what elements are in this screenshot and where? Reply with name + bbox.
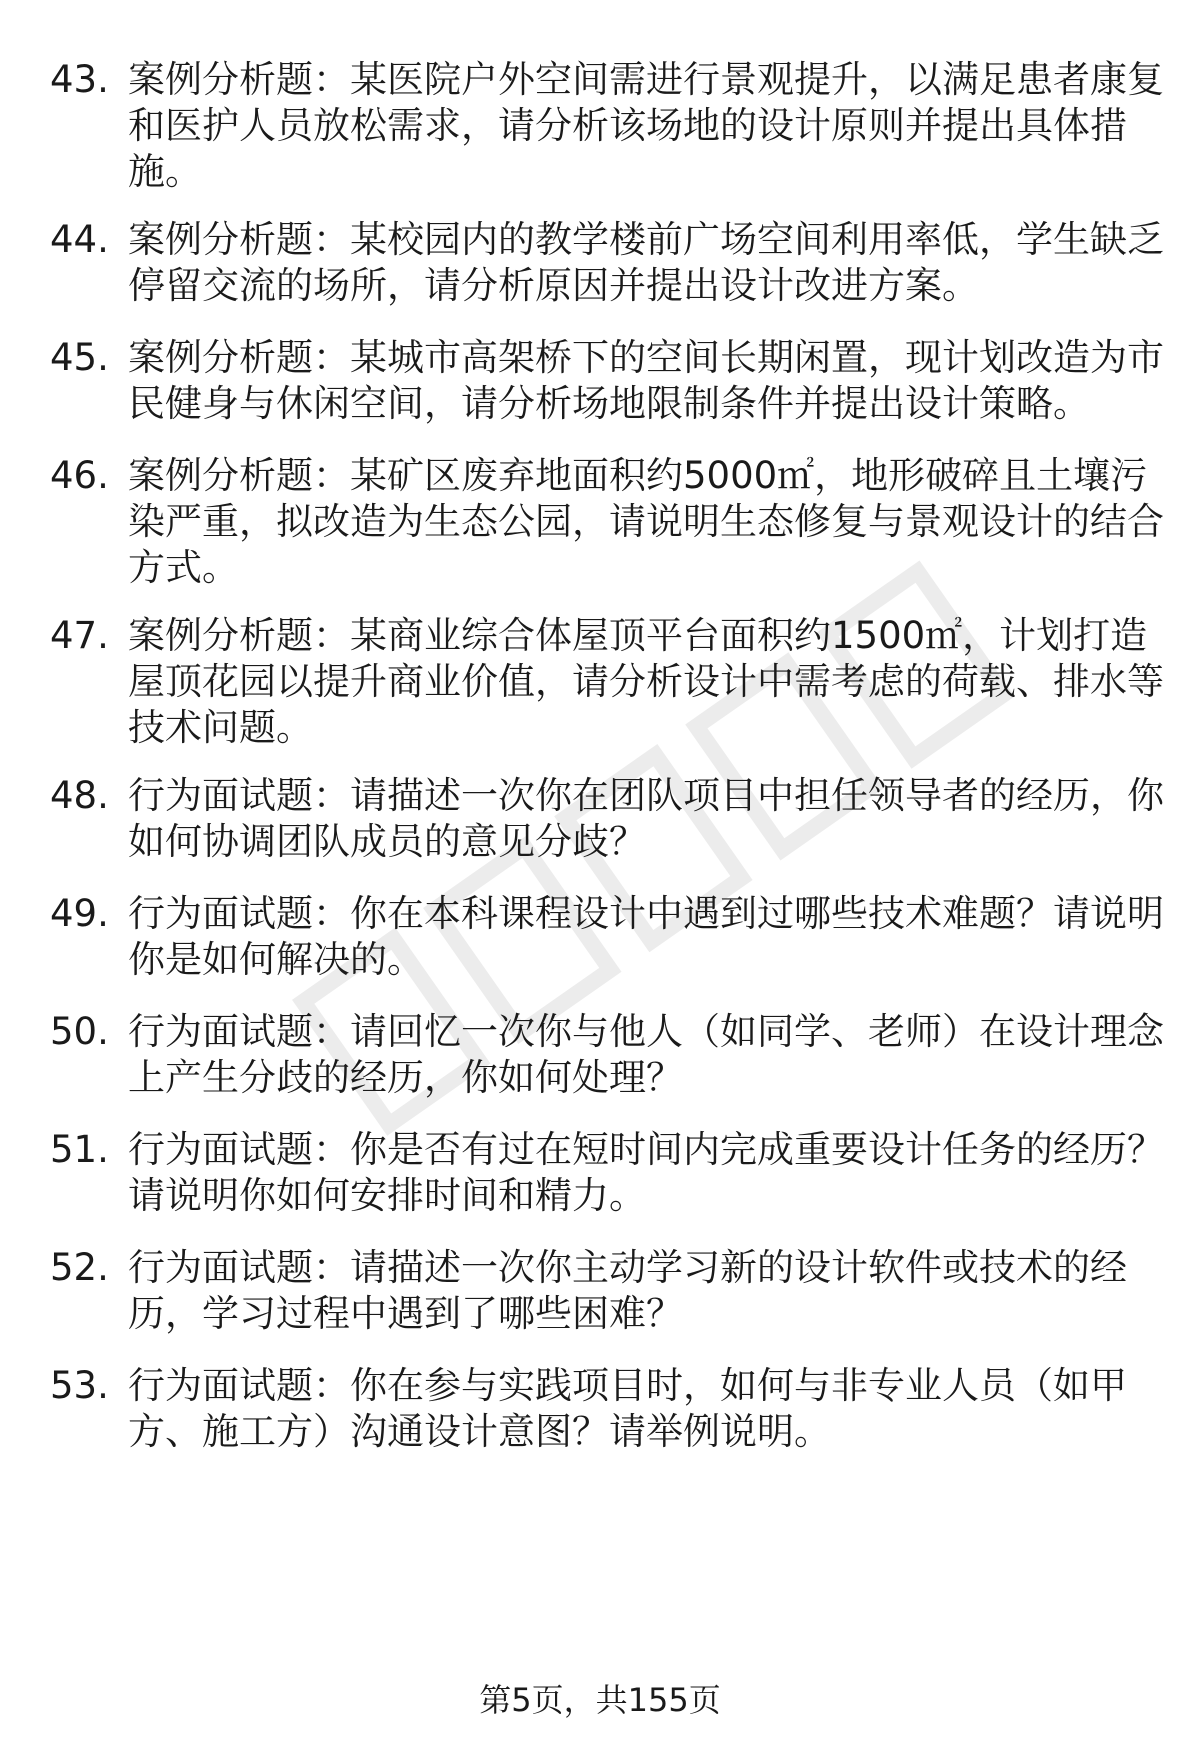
- question-text: 行为面试题：你在参与实践项目时，如何与非专业人员（如甲方、施工方）沟通设计意图？请举例说明。: [128, 1364, 1127, 1453]
- question-number: 46.: [50, 454, 109, 497]
- question-text: 案例分析题：某校园内的教学楼前广场空间利用率低，学生缺乏停留交流的场所，请分析原因并提出设计改进方案。: [128, 218, 1164, 307]
- question-number: 48.: [50, 774, 109, 817]
- question-number: 45.: [50, 336, 109, 379]
- question-number: 52.: [50, 1246, 109, 1289]
- question-text: 案例分析题：某矿区废弃地面积约5000㎡，地形破碎且土壤污染严重，拟改造为生态公园，请说明生态修复与景观设计的结合方式。: [128, 454, 1164, 589]
- question-number: 53.: [50, 1364, 109, 1407]
- question-number: 44.: [50, 218, 109, 261]
- question-number: 49.: [50, 892, 109, 935]
- question-text: 行为面试题：请回忆一次你与他人（如同学、老师）在设计理念上产生分歧的经历，你如何处理？: [128, 1010, 1164, 1099]
- question-text: 案例分析题：某城市高架桥下的空间长期闲置，现计划改造为市民健身与休闲空间，请分析场地限制条件并提出设计策略。: [128, 336, 1164, 425]
- question-number: 43.: [50, 58, 109, 101]
- question-number: 50.: [50, 1010, 109, 1053]
- question-number: 47.: [50, 614, 109, 657]
- question-number: 51.: [50, 1128, 109, 1171]
- question-text: 行为面试题：请描述一次你在团队项目中担任领导者的经历，你如何协调团队成员的意见分歧？: [128, 774, 1164, 863]
- question-text: 行为面试题：你是否有过在短时间内完成重要设计任务的经历？请说明你如何安排时间和精力。: [128, 1128, 1164, 1217]
- question-text: 案例分析题：某商业综合体屋顶平台面积约1500㎡，计划打造屋顶花园以提升商业价值，请分析设计中需考虑的荷载、排水等技术问题。: [128, 614, 1164, 749]
- question-text: 行为面试题：请描述一次你主动学习新的设计软件或技术的经历，学习过程中遇到了哪些困难？: [128, 1246, 1127, 1335]
- question-text: 案例分析题：某医院户外空间需进行景观提升，以满足患者康复和医护人员放松需求，请分析该场地的设计原则并提出具体措施。: [128, 58, 1164, 193]
- page-footer: 第5页，共155页: [479, 1681, 721, 1719]
- question-text: 行为面试题：你在本科课程设计中遇到过哪些技术难题？请说明你是如何解决的。: [128, 892, 1164, 981]
